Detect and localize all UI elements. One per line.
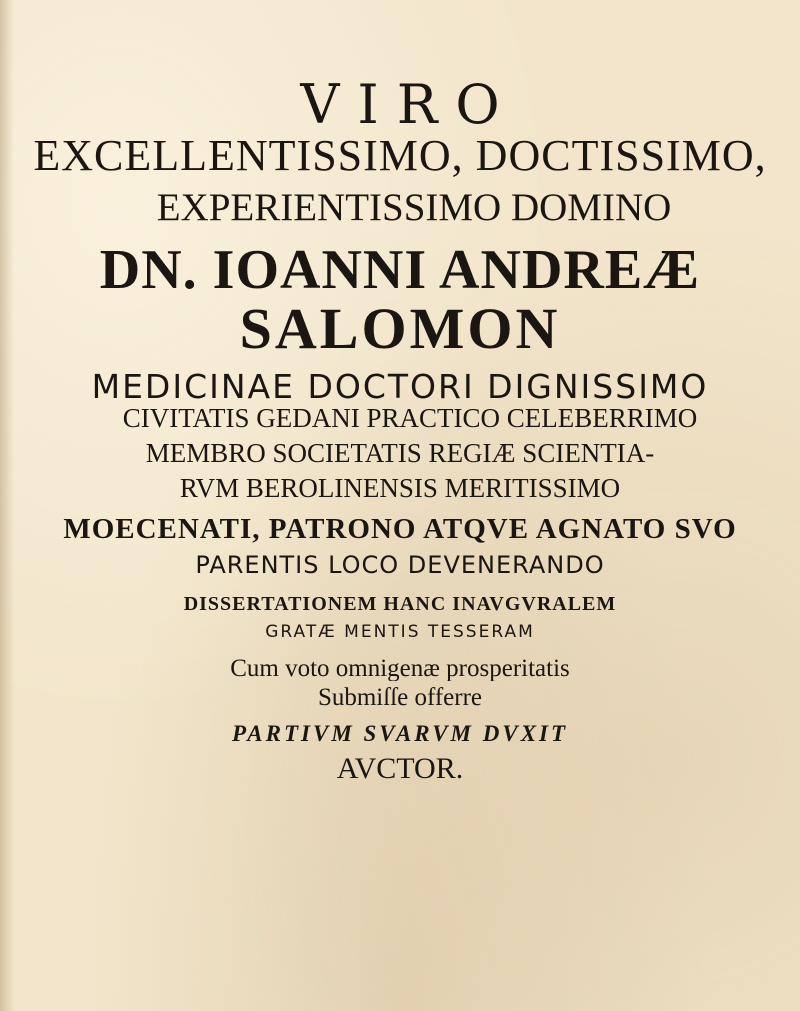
dedicatee-given-names: DN. IOANNI ANDREÆ <box>99 242 701 298</box>
dedicatee-society-line-2: RVM BEROLINENSIS MERITISSIMO <box>179 475 621 502</box>
dedicatee-office-line: CIVITATIS GEDANI PRACTICO CELEBERRIMO <box>122 405 698 432</box>
dedicatee-relationship-line: MOECENATI, PATRONO ATQVE AGNATO SVO <box>63 515 737 544</box>
dedication-title-domino: EXPERIENTISSIMO DOMINO <box>156 188 672 227</box>
dissertation-line: DISSERTATIONEM HANC INAVGVRALEM <box>183 594 617 614</box>
dedication-epithets-line: EXCELLENTISSIMO, DOCTISSIMO, <box>33 134 767 178</box>
dedicatee-parental-line: PARENTIS LOCO DEVENERANDO <box>195 553 605 577</box>
offer-line: Submiſſe offerre <box>317 685 483 710</box>
dedicatee-degree-line: MEDICINAE DOCTORI DIGNISSIMO <box>91 370 709 403</box>
dedicatee-society-line-1: MEMBRO SOCIETATIS REGIÆ SCIENTIA- <box>145 440 655 467</box>
wish-line: Cum voto omnigenæ prosperitatis <box>230 656 570 681</box>
dedicatee-surname: SALOMON <box>239 300 561 358</box>
gratitude-line: GRATÆ MENTIS TESSERAM <box>265 624 535 641</box>
dedication-heading-viro: VIRO <box>300 78 518 132</box>
author-signature: AVCTOR. <box>336 754 464 784</box>
author-role-line: PARTIVM SVARVM DVXIT <box>231 722 569 745</box>
